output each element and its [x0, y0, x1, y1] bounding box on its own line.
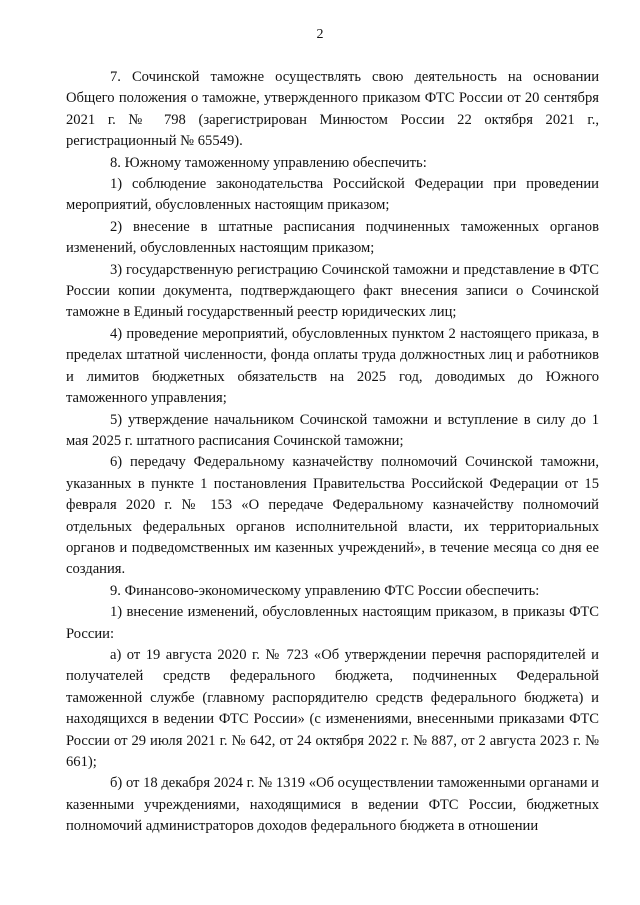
- paragraph-8: 8. Южному таможенному управлению обеспечить:: [110, 154, 427, 171]
- paragraph-9-item-1-a: а) от 19 августа 2020 г. № 723 «Об утверждении перечня распорядителей и получателей средств федерального бюджета, подчиненных Федеральной таможенной службе (главному распорядителю средств федерального бюджета) и находящихся в ведении ФТС России» (с изменениями, внесенными приказами ФТС России от 29 июля 2021 г. № 642, от 24 октября 2022 г. № 887, от 2 августа 2023 г. № 661);: [66, 646, 599, 770]
- paragraph-8-item-6: 6) передачу Федеральному казначейству полномочий Сочинской таможни, указанных в пункте 1 постановления Правительства Российской Федерации от 15 февраля 2020 г. № 153 «О передаче Федеральному казначейству полномочий отдельных федеральных органов исполнительной власти, их территориальных органов и подведомственных им казенных учреждений», в течение месяца со дня ее создания.: [66, 454, 599, 578]
- paragraph-8-item-4: 4) проведение мероприятий, обусловленных пунктом 2 настоящего приказа, в пределах штатной численности, фонда оплаты труда должностных лиц и работников и лимитов бюджетных обязательств на 2025 год, доводимых до Южного таможенного управления;: [66, 325, 599, 407]
- paragraph-8-item-5: 5) утверждение начальником Сочинской таможни и вступление в силу до 1 мая 2025 г. штатного расписания Сочинской таможни;: [66, 411, 599, 449]
- paragraph-8-item-1: 1) соблюдение законодательства Российской Федерации при проведении мероприятий, обусловленных настоящим приказом;: [66, 176, 599, 214]
- paragraph-8-item-3: 3) государственную регистрацию Сочинской таможни и представление в ФТС России копии документа, подтверждающего факт внесения записи о Сочинской таможне в Единый государственный реестр юридических лиц;: [66, 261, 599, 321]
- page-number: 2: [316, 27, 324, 42]
- paragraph-7: 7. Сочинской таможне осуществлять свою деятельность на основании Общего положения о таможне, утвержденного приказом ФТС России от 20 сентября 2021 г. № 798 (зарегистрирован Минюстом России 22 октября 2021 г., регистрационный № 65549).: [66, 69, 599, 150]
- paragraph-8-item-2: 2) внесение в штатные расписания подчиненных таможенных органов изменений, обусловленных настоящим приказом;: [66, 218, 599, 257]
- paragraph-9: 9. Финансово-экономическому управлению ФТС России обеспечить:: [110, 582, 540, 599]
- document-body: [66, 67, 599, 838]
- paragraph-9-item-1: 1) внесение изменений, обусловленных настоящим приказом, в приказы ФТС России:: [66, 604, 599, 642]
- paragraph-9-item-1-b: б) от 18 декабря 2024 г. № 1319 «Об осуществлении таможенными органами и казенными учреждениями, находящимися в ведении ФТС России, бюджетных полномочий администраторов доходов федерального бюджета в отношении: [66, 775, 599, 835]
